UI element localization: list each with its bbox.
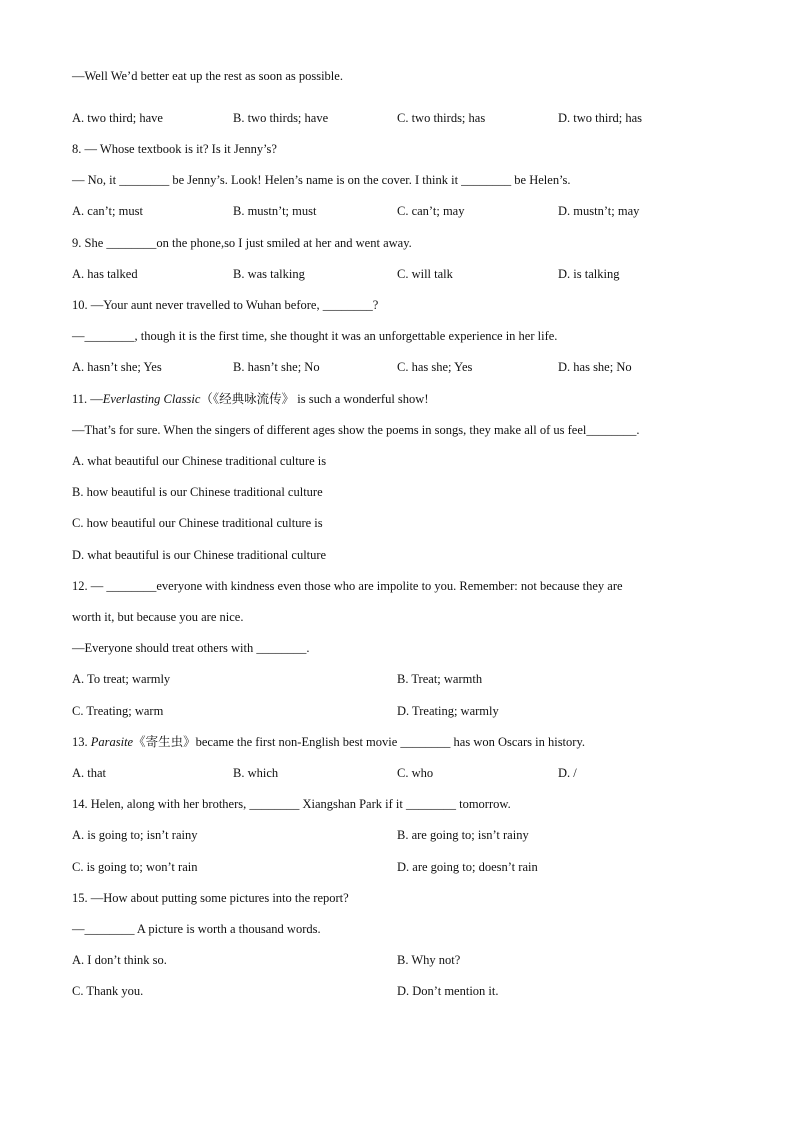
q15-option-d: D. Don’t mention it. — [397, 984, 499, 998]
q13-option-b: B. which — [233, 766, 279, 780]
q15-line2: —________ A picture is worth a thousand words. — [72, 922, 321, 936]
q14-options-row2 — [72, 859, 732, 875]
q11-option-d: D. what beautiful is our Chinese traditional culture — [72, 548, 327, 562]
q8-line2: — No, it ________ be Jenny’s. Look! Helen’s name is on the cover. I think it ________ be Helen’s. — [72, 173, 571, 187]
q10-option-b: B. hasn’t she; No — [233, 360, 320, 374]
q8-stem: 8. — Whose textbook is it? Is it Jenny’s? — [72, 142, 277, 156]
q15-options-row2 — [72, 983, 732, 999]
q14-option-d: D. are going to; doesn’t rain — [397, 860, 538, 874]
q13-movie-title: Parasite — [90, 735, 134, 749]
q13-option-d: D. / — [558, 766, 577, 780]
q12-stem: 12. — ________everyone with kindness even those who are impolite to you. Remember: not because they are — [72, 579, 623, 593]
q13-options — [72, 765, 732, 781]
q10-option-c: C. has she; Yes — [397, 360, 473, 374]
q8-options — [72, 203, 732, 219]
q7-option-c: C. two thirds; has — [397, 111, 486, 125]
q12-options-row2 — [72, 703, 732, 719]
q14-option-b: B. are going to; isn’t rainy — [397, 828, 529, 842]
q11-option-c: C. how beautiful our Chinese traditional culture is — [72, 516, 323, 530]
q10-line2: —________, though it is the first time, she thought it was an unforgettable experience in her life. — [72, 329, 558, 343]
q14-option-a: A. is going to; isn’t rainy — [72, 828, 198, 842]
q11-suffix: （《经典咏流传》 is such a wonderful show! — [200, 392, 429, 406]
q7-option-a: A. two third; have — [72, 111, 163, 125]
q11-line2: —That’s for sure. When the singers of different ages show the poems in songs, they make all of us feel________. — [72, 423, 640, 437]
q14-options-row1 — [72, 827, 732, 843]
q12-options-row1 — [72, 671, 732, 687]
q7-option-d: D. two third; has — [558, 111, 643, 125]
q12-option-b: B. Treat; warmth — [397, 672, 483, 686]
q7-options — [72, 110, 732, 126]
q8-option-c: C. can’t; may — [397, 204, 465, 218]
q15-option-b: B. Why not? — [397, 953, 461, 967]
q12-option-c: C. Treating; warm — [72, 704, 164, 718]
q11-show-title: Everlasting Classic — [102, 392, 201, 406]
q13-option-a: A. that — [72, 766, 107, 780]
q13-stem — [72, 734, 585, 750]
q9-option-c: C. will talk — [397, 267, 453, 281]
q9-stem: 9. She ________on the phone,so I just smiled at her and went away. — [72, 236, 412, 250]
q15-option-c: C. Thank you. — [72, 984, 144, 998]
q13-prefix: 13. — [72, 735, 91, 749]
q11-option-a: A. what beautiful our Chinese traditional culture is — [72, 454, 327, 468]
q15-stem: 15. —How about putting some pictures into the report? — [72, 891, 349, 905]
q7-continuation: —Well We’d better eat up the rest as soon as possible. — [72, 69, 343, 83]
q13-option-c: C. who — [397, 766, 434, 780]
q14-option-c: C. is going to; won’t rain — [72, 860, 198, 874]
q8-option-d: D. mustn’t; may — [558, 204, 640, 218]
q12-stem-continued: worth it, but because you are nice. — [72, 610, 244, 624]
q12-option-d: D. Treating; warmly — [397, 704, 499, 718]
q12-option-a: A. To treat; warmly — [72, 672, 171, 686]
q11-prefix: 11. — — [72, 392, 103, 406]
q15-option-a: A. I don’t think so. — [72, 953, 167, 967]
q14-stem: 14. Helen, along with her brothers, ________ Xiangshan Park if it ________ tomorrow. — [72, 797, 511, 811]
q7-option-b: B. two thirds; have — [233, 111, 329, 125]
q15-options-row1 — [72, 952, 732, 968]
q9-options — [72, 266, 732, 282]
q9-option-b: B. was talking — [233, 267, 305, 281]
q13-suffix: 《寄生虫》became the first non-English best movie ________ has won Oscars in history. — [133, 735, 586, 749]
q10-option-d: D. has she; No — [558, 360, 632, 374]
q8-option-b: B. mustn’t; must — [233, 204, 317, 218]
q9-option-a: A. has talked — [72, 267, 138, 281]
q10-option-a: A. hasn’t she; Yes — [72, 360, 162, 374]
q8-option-a: A. can’t; must — [72, 204, 143, 218]
q11-stem — [72, 391, 428, 407]
q11-option-b: B. how beautiful is our Chinese traditional culture — [72, 485, 323, 499]
q10-stem: 10. —Your aunt never travelled to Wuhan before, ________? — [72, 298, 379, 312]
q9-option-d: D. is talking — [558, 267, 620, 281]
q10-options — [72, 359, 732, 375]
q12-line3: —Everyone should treat others with ________. — [72, 641, 310, 655]
